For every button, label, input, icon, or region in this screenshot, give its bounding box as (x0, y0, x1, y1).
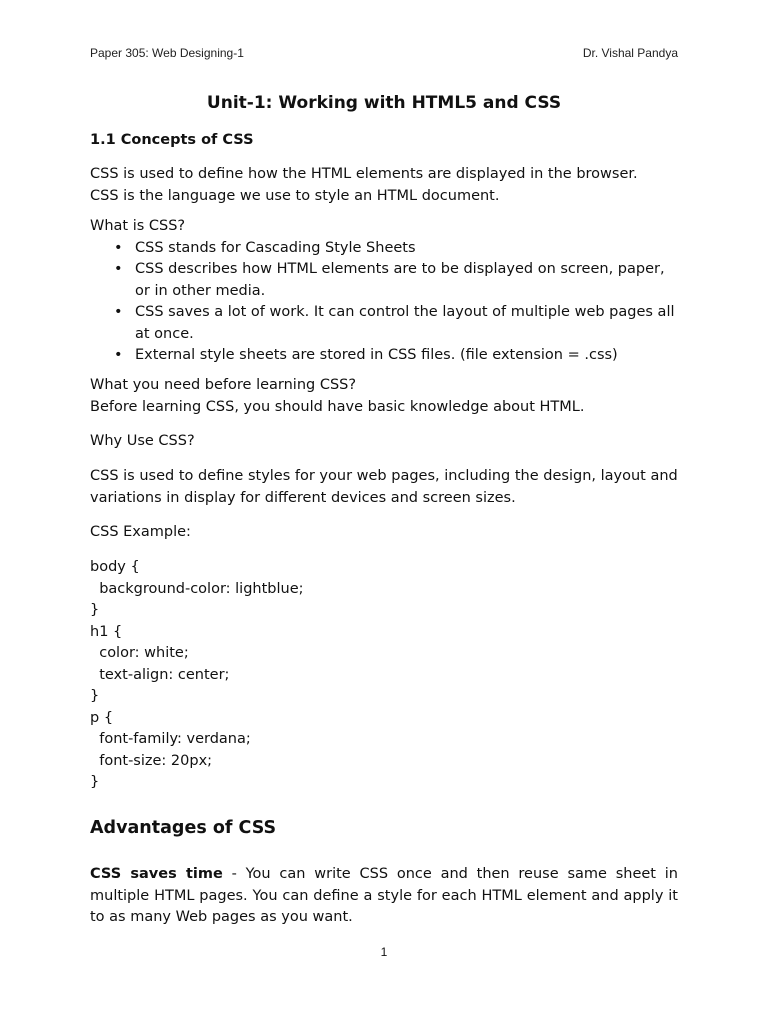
code-line: } (90, 774, 100, 790)
code-line: font-size: 20px; (90, 752, 213, 769)
page-number: 1 (380, 945, 388, 959)
unit-title: Unit-1: Working with HTML5 and CSS (206, 93, 562, 113)
css-code-example (90, 557, 678, 794)
bullet-icon: • (114, 304, 123, 320)
intro-line-2: CSS is the language we use to style an HTML document. (90, 187, 500, 204)
advantage-term: CSS saves time (90, 866, 223, 882)
document-page (90, 0, 678, 1024)
list-item (90, 302, 678, 345)
code-line: } (90, 688, 100, 704)
what-is-css-question: What is CSS? (90, 218, 186, 234)
list-item-text: CSS describes how HTML elements are to be displayed on screen, paper, or in other media. (135, 261, 665, 299)
why-use-answer: CSS is used to define styles for your web pages, including the design, layout and variations in display for different devices and screen sizes. (90, 468, 678, 506)
list-item (90, 345, 678, 367)
code-line: background-color: lightblue; (90, 580, 304, 597)
list-item (90, 259, 678, 302)
list-item-text: CSS stands for Cascading Style Sheets (135, 239, 416, 256)
advantage-description: - You can write CSS once and then reuse same sheet in multiple HTML pages. You can define a style for each HTML element and apply it to as many Web pages as you want. (90, 866, 679, 925)
intro-line-1: CSS is used to define how the HTML elements are displayed in the browser. (90, 166, 638, 182)
list-item-text: External style sheets are stored in CSS files. (file extension = .css) (135, 347, 618, 363)
code-line: text-align: center; (90, 666, 230, 683)
code-line: h1 { (90, 623, 123, 640)
code-line: body { (90, 559, 140, 575)
code-line: p { (90, 709, 114, 726)
header-paper-title: Paper 305: Web Designing-1 (90, 46, 244, 60)
section-heading: 1.1 Concepts of CSS (90, 132, 254, 148)
code-line: } (90, 602, 100, 618)
what-is-css-list (90, 238, 678, 367)
bullet-icon: • (114, 261, 123, 277)
code-line: font-family: verdana; (90, 731, 251, 747)
page-header (90, 46, 678, 60)
intro-paragraph (90, 164, 678, 207)
why-use-question: Why Use CSS? (90, 433, 195, 449)
example-label: CSS Example: (90, 524, 191, 540)
advantages-paragraph (90, 864, 678, 929)
before-learning-answer: Before learning CSS, you should have basic knowledge about HTML. (90, 398, 585, 415)
list-item-text: CSS saves a lot of work. It can control the layout of multiple web pages all at once. (135, 304, 675, 342)
header-author: Dr. Vishal Pandya (582, 46, 678, 60)
before-learning-section (90, 375, 678, 418)
code-line: color: white; (90, 645, 189, 661)
bullet-icon: • (114, 239, 123, 256)
bullet-icon: • (114, 347, 123, 363)
what-is-css-section (90, 216, 678, 367)
before-learning-question: What you need before learning CSS? (90, 377, 357, 393)
list-item (90, 238, 678, 260)
advantages-heading: Advantages of CSS (90, 818, 277, 838)
